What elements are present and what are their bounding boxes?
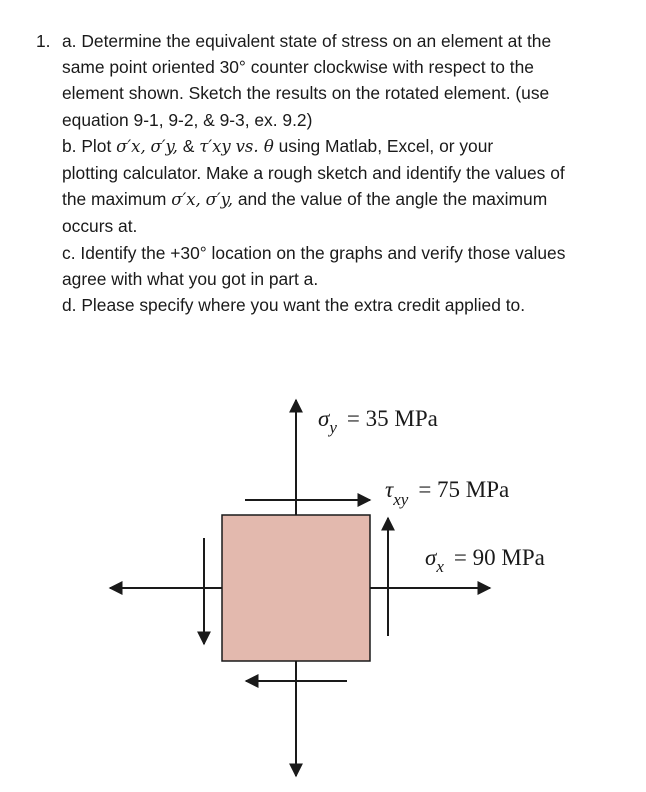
part-a-line-4: equation 9-1, 9-2, & 9-3, ex. 9.2) bbox=[62, 109, 313, 130]
part-b-line-2: plotting calculator. Make a rough sketch and identify the values of bbox=[62, 163, 565, 184]
tau-xy-prime: τ′xy bbox=[199, 136, 231, 156]
part-a-line-1: 1. a. Determine the equivalent state of stress on an element at the bbox=[36, 28, 636, 54]
stress-element bbox=[222, 515, 370, 661]
part-b-line-1: b. Plot σ′x, σ′y, & τ′xy vs. θ using Matlab, Excel, or your bbox=[62, 135, 494, 156]
part-d-line: d. Please specify where you want the extra credit applied to. bbox=[62, 295, 526, 316]
part-c-line-2: agree with what you got in part a. bbox=[62, 268, 319, 289]
stress-element-diagram bbox=[0, 380, 646, 792]
sigma-y-prime: σ′y, bbox=[150, 136, 178, 156]
problem-number: 1. bbox=[36, 31, 51, 51]
part-c-line-1: c. Identify the +30° location on the graphs and verify those values bbox=[62, 242, 566, 263]
problem-statement bbox=[36, 28, 636, 318]
sigma-x-label: $\sigma_x = 90$ MPa bbox=[425, 545, 545, 576]
part-b-line-4: occurs at. bbox=[62, 216, 138, 237]
part-a-line-2: same point oriented 30° counter clockwise with respect to the bbox=[62, 57, 534, 78]
sigma-x-prime: σ′x, bbox=[116, 136, 146, 156]
tau-xy-label: $\tau_{xy} = 75$ MPa bbox=[385, 477, 510, 509]
part-a-line-3: element shown. Sketch the results on the rotated element. (use bbox=[62, 83, 550, 104]
vs-theta: vs. θ bbox=[235, 136, 274, 156]
sigma-y-label: $\sigma_y = 35$ MPa bbox=[318, 406, 438, 437]
part-b-line-3: the maximum σ′x, σ′y, and the value of the angle the maximum bbox=[62, 189, 548, 210]
